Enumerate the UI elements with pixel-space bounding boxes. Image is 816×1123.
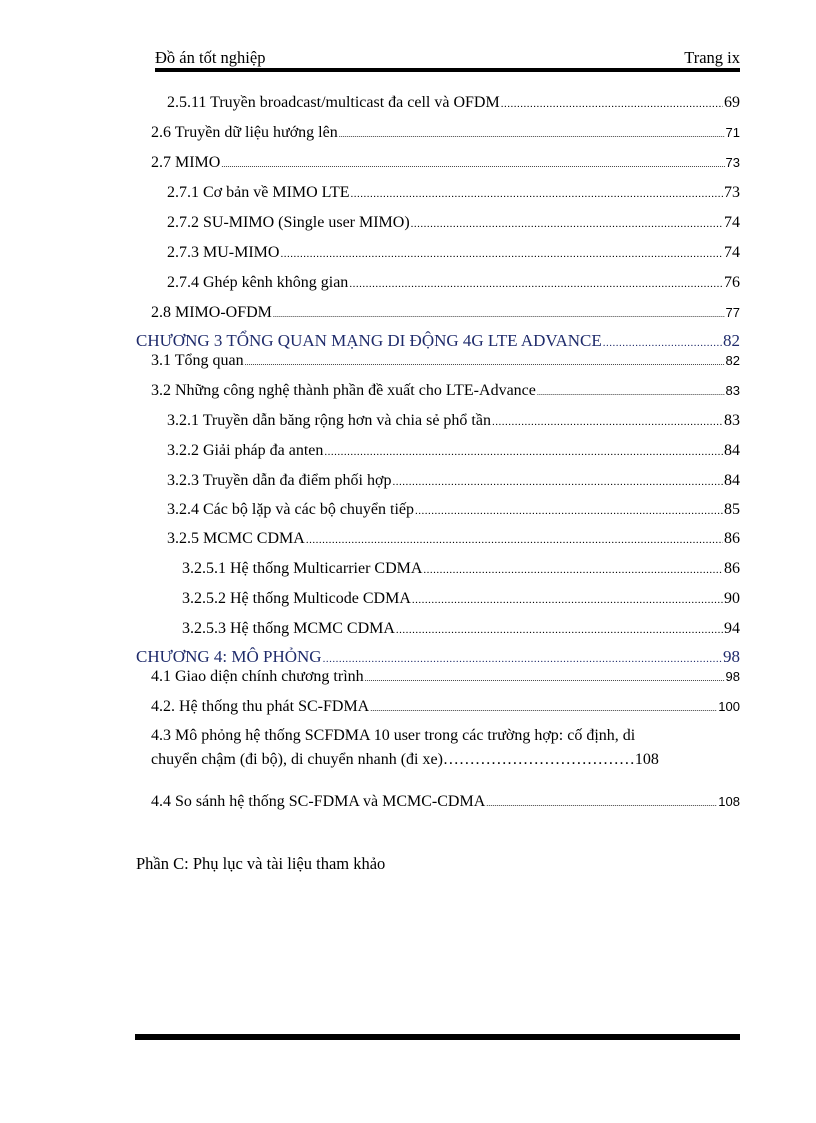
page-header xyxy=(155,48,740,68)
toc-entry[interactable]: 2.7.4 Ghép kênh không gian ..... 76 xyxy=(167,274,740,292)
toc-entry[interactable]: 3.2 Những công nghệ thành phần đề xuất cho LTE-Advance ..... 83 xyxy=(151,382,740,400)
toc-chapter-entry[interactable]: CHƯƠNG 3 TỔNG QUAN MẠNG DI ĐỘNG 4G LTE ADVANCE ..... 82 xyxy=(136,331,740,351)
toc-entry[interactable]: 3.2.1 Truyền dẫn băng rộng hơn và chia sẻ phổ tần ..... 83 xyxy=(167,412,740,430)
toc-entry-line2: chuyển chậm (đi bộ), di chuyển nhanh (đi xe)………………………………108 xyxy=(151,751,659,768)
toc-leader: ……………………………… xyxy=(442,751,635,768)
toc-entry[interactable]: 3.2.3 Truyền dẫn đa điểm phối hợp ..... 84 xyxy=(167,472,740,490)
header-title: Đồ án tốt nghiệp xyxy=(155,48,266,67)
toc-entry[interactable]: 2.7.2 SU-MIMO (Single user MIMO) ..... 74 xyxy=(167,214,740,232)
toc-entry[interactable]: 2.7 MIMO ..... 73 xyxy=(151,154,740,172)
toc-entry[interactable]: 3.2.5.3 Hệ thống MCMC CDMA ..... 94 xyxy=(182,620,740,638)
toc-entry-multiline[interactable] xyxy=(151,724,740,772)
toc-entry[interactable]: 3.2.4 Các bộ lặp và các bộ chuyển tiếp ..... 85 xyxy=(167,501,740,519)
toc-entry[interactable]: 3.2.5.1 Hệ thống Multicarrier CDMA ..... 86 xyxy=(182,560,740,578)
toc-entry[interactable]: 2.7.1 Cơ bản về MIMO LTE ..... 73 xyxy=(167,184,740,202)
toc-entry[interactable]: 4.4 So sánh hệ thống SC-FDMA và MCMC-CDMA ..... 108 xyxy=(151,793,740,811)
toc-entry[interactable]: 3.1 Tổng quan ..... 82 xyxy=(151,352,740,370)
toc-entry-line1: 4.3 Mô phỏng hệ thống SCFDMA 10 user trong các trường hợp: cố định, di xyxy=(151,727,636,744)
appendix-heading: Phần C: Phụ lục và tài liệu tham khảo xyxy=(136,854,386,873)
header-page-number: Trang ix xyxy=(684,48,740,67)
toc-entry[interactable]: 2.6 Truyền dữ liệu hướng lên ..... 71 xyxy=(151,124,740,142)
toc-entry[interactable]: 3.2.5.2 Hệ thống Multicode CDMA ..... 90 xyxy=(182,590,740,608)
toc-entry-page: 108 xyxy=(634,751,659,768)
toc-entry[interactable]: 2.7.3 MU-MIMO ..... 74 xyxy=(167,244,740,262)
toc-entry[interactable]: 4.2. Hệ thống thu phát SC-FDMA ..... 100 xyxy=(151,698,740,716)
toc-chapter-entry[interactable]: CHƯƠNG 4: MÔ PHỎNG ..... 98 xyxy=(136,647,740,667)
toc-entry[interactable]: 2.5.11 Truyền broadcast/multicast đa cell và OFDM ..... 69 xyxy=(167,94,740,112)
header-divider xyxy=(155,68,740,72)
toc-entry[interactable]: 4.1 Giao diện chính chương trình ..... 98 xyxy=(151,668,740,686)
toc-entry[interactable]: 2.8 MIMO-OFDM ..... 77 xyxy=(151,304,740,322)
footer-divider xyxy=(135,1034,740,1040)
toc-entry[interactable]: 3.2.5 MCMC CDMA ..... 86 xyxy=(167,530,740,548)
toc-entry[interactable]: 3.2.2 Giải pháp đa anten ..... 84 xyxy=(167,442,740,460)
